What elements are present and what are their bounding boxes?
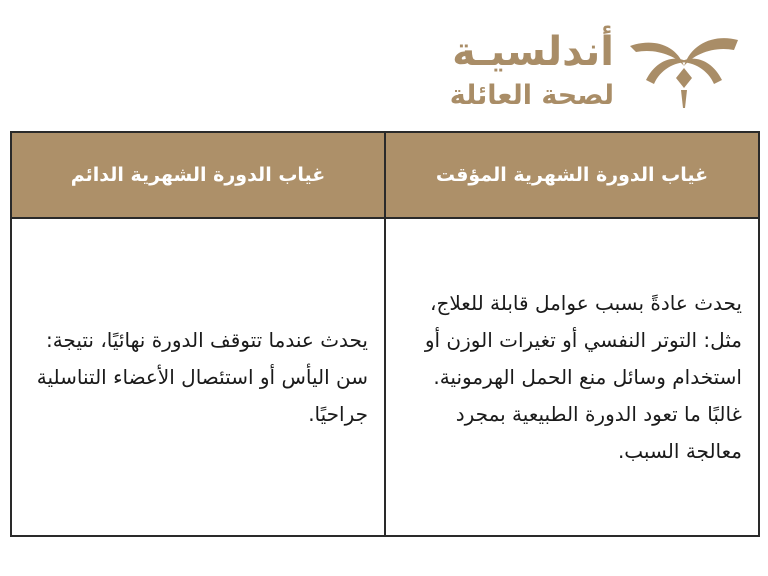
brand-wordmark [450,28,614,114]
brand-logo [449,28,742,120]
cell-permanent-description: يحدث عندما تتوقف الدورة نهائيًا، نتيجة: سن اليأس أو استئصال الأعضاء التناسلية جراحيًا. [11,218,385,536]
crossed-swords-crescent-icon [626,34,742,110]
comparison-table [10,131,760,537]
brand-tagline: لصحة العائلة [449,80,614,111]
column-heading-permanent: غياب الدورة الشهرية الدائم [11,132,385,218]
cell-temporary-description: يحدث عادةً بسبب عوامل قابلة للعلاج، مثل: التوتر النفسي أو تغيرات الوزن أو استخدام وسائل منع الحمل الهرمونية. غالبًا ما تعود الدورة الطبيعية بمجرد معالجة السبب. [385,218,759,536]
table-row [11,218,759,536]
column-heading-temporary: غياب الدورة الشهرية المؤقت [385,132,759,218]
table-header-row [11,132,759,218]
brand-name: أندلسيـة [452,29,614,75]
